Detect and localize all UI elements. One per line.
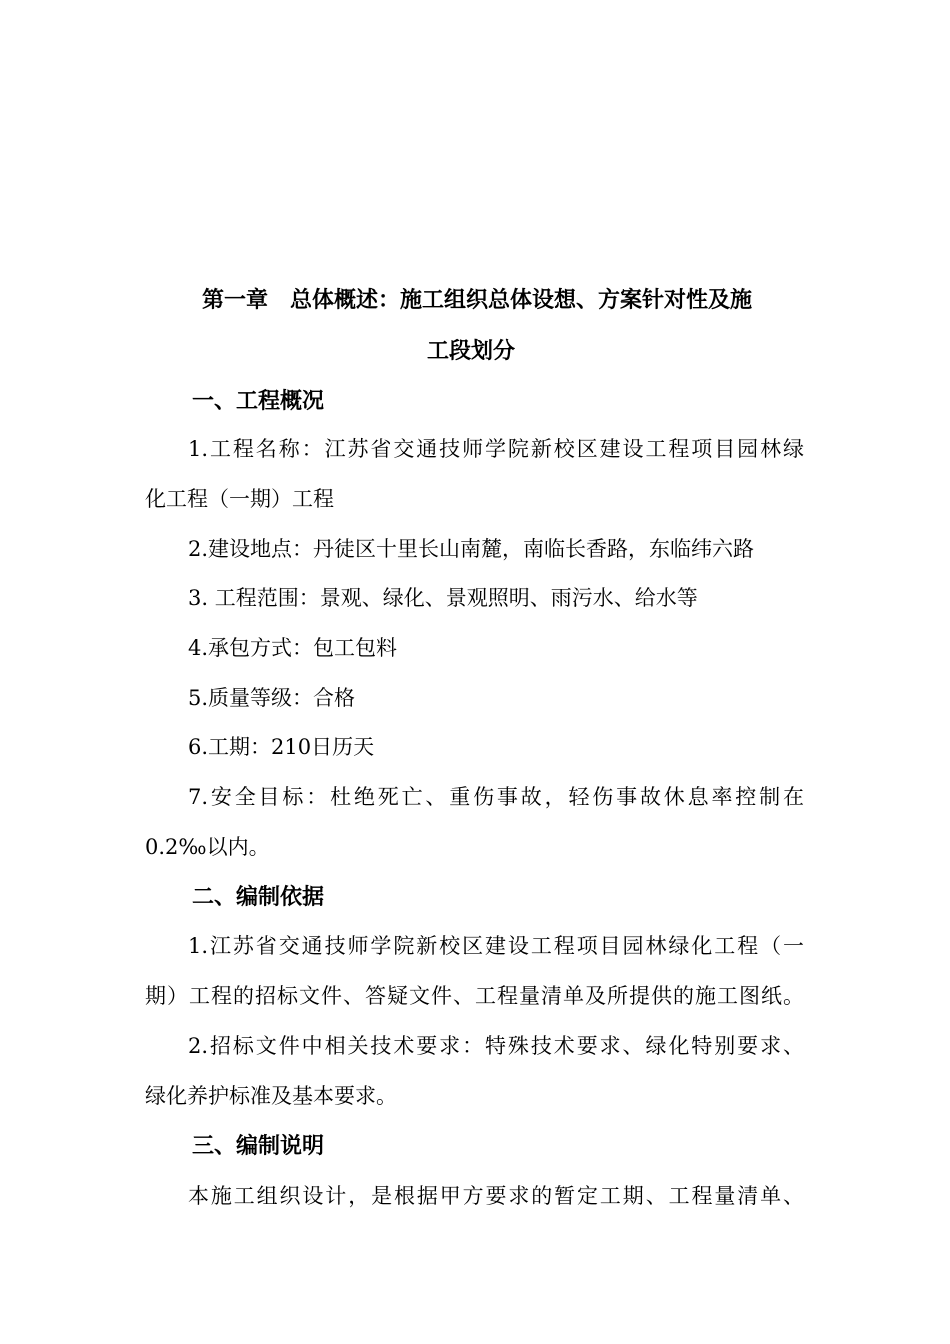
paragraph-basis2-line2: 绿化养护标准及基本要求。 [145,1084,397,1108]
paragraph-safety-line1: 7.安全目标：杜绝死亡、重伤事故，轻伤事故休息率控制在 [188,785,804,809]
chapter-title-line1: 第一章 总体概述：施工组织总体设想、方案针对性及施 [202,287,753,313]
section-heading-basis: 二、编制依据 [192,884,325,910]
paragraph-project-name-line1: 1.工程名称：江苏省交通技师学院新校区建设工程项目园林绿 [188,437,804,461]
paragraph-safety-line2: 0.2‰以内。 [145,835,270,859]
paragraph-location: 2.建设地点：丹徒区十里长山南麓，南临长香路，东临纬六路 [188,537,755,561]
paragraph-scope: 3. 工程范围：景观、绿化、景观照明、雨污水、给水等 [188,586,698,610]
paragraph-basis1-line1: 1.江苏省交通技师学院新校区建设工程项目园林绿化工程（一 [188,934,804,958]
paragraph-project-name-line2: 化工程（一期）工程 [145,487,334,511]
section-heading-overview: 一、工程概况 [192,388,325,414]
section-heading-notes: 三、编制说明 [192,1133,325,1159]
paragraph-contract-mode: 4.承包方式：包工包料 [188,636,398,660]
paragraph-basis1-line2: 期）工程的招标文件、答疑文件、工程量清单及所提供的施工图纸。 [145,984,804,1008]
paragraph-quality-grade: 5.质量等级：合格 [188,686,356,710]
paragraph-basis2-line1: 2.招标文件中相关技术要求：特殊技术要求、绿化特别要求、 [188,1034,804,1058]
paragraph-notes-line1: 本施工组织设计，是根据甲方要求的暂定工期、工程量清单、 [188,1184,804,1208]
paragraph-duration: 6.工期：210日历天 [188,735,375,759]
chapter-title-line2: 工段划分 [427,338,516,364]
